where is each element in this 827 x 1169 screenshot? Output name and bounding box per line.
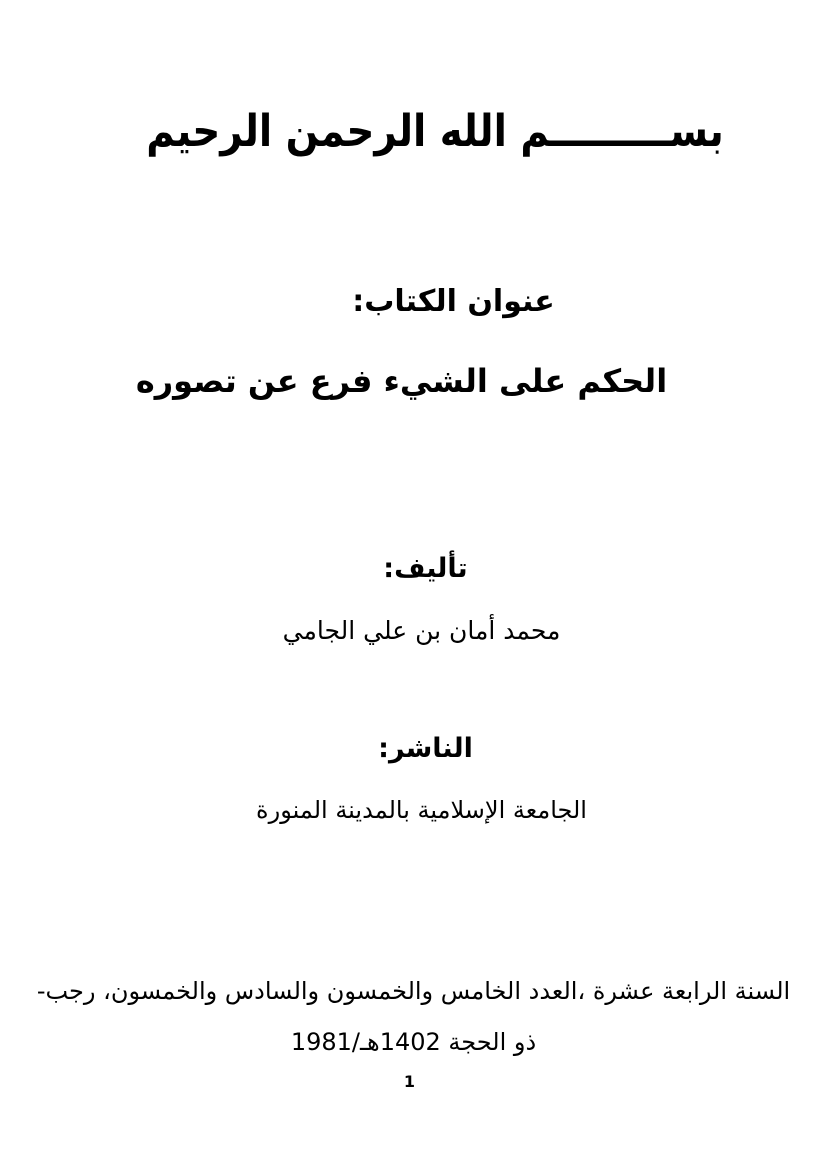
issue-line-1: السنة الرابعة عشرة ،العدد الخامس والخمسون والسادس والخمسون، رجب-: [36, 977, 791, 1005]
book-title-label: عنوان الكتاب:: [352, 284, 555, 319]
publisher-label: الناشر:: [378, 733, 473, 764]
issue-line-2: ذو الحجة 1402هـ/1981: [290, 1028, 537, 1056]
publisher-name: الجامعة الإسلامية بالمدينة المنورة: [256, 796, 587, 824]
author-label: تأليف:: [383, 553, 468, 584]
author-name: محمد أمان بن علي الجامي: [282, 616, 561, 645]
issue-info-block: [0, 966, 827, 1068]
page-number: 1: [403, 1072, 416, 1091]
book-title: الحكم على الشيء فرع عن تصوره: [135, 362, 668, 400]
basmala-calligraphy: بســـــــــم الله الرحمن الرحيم: [145, 106, 724, 157]
